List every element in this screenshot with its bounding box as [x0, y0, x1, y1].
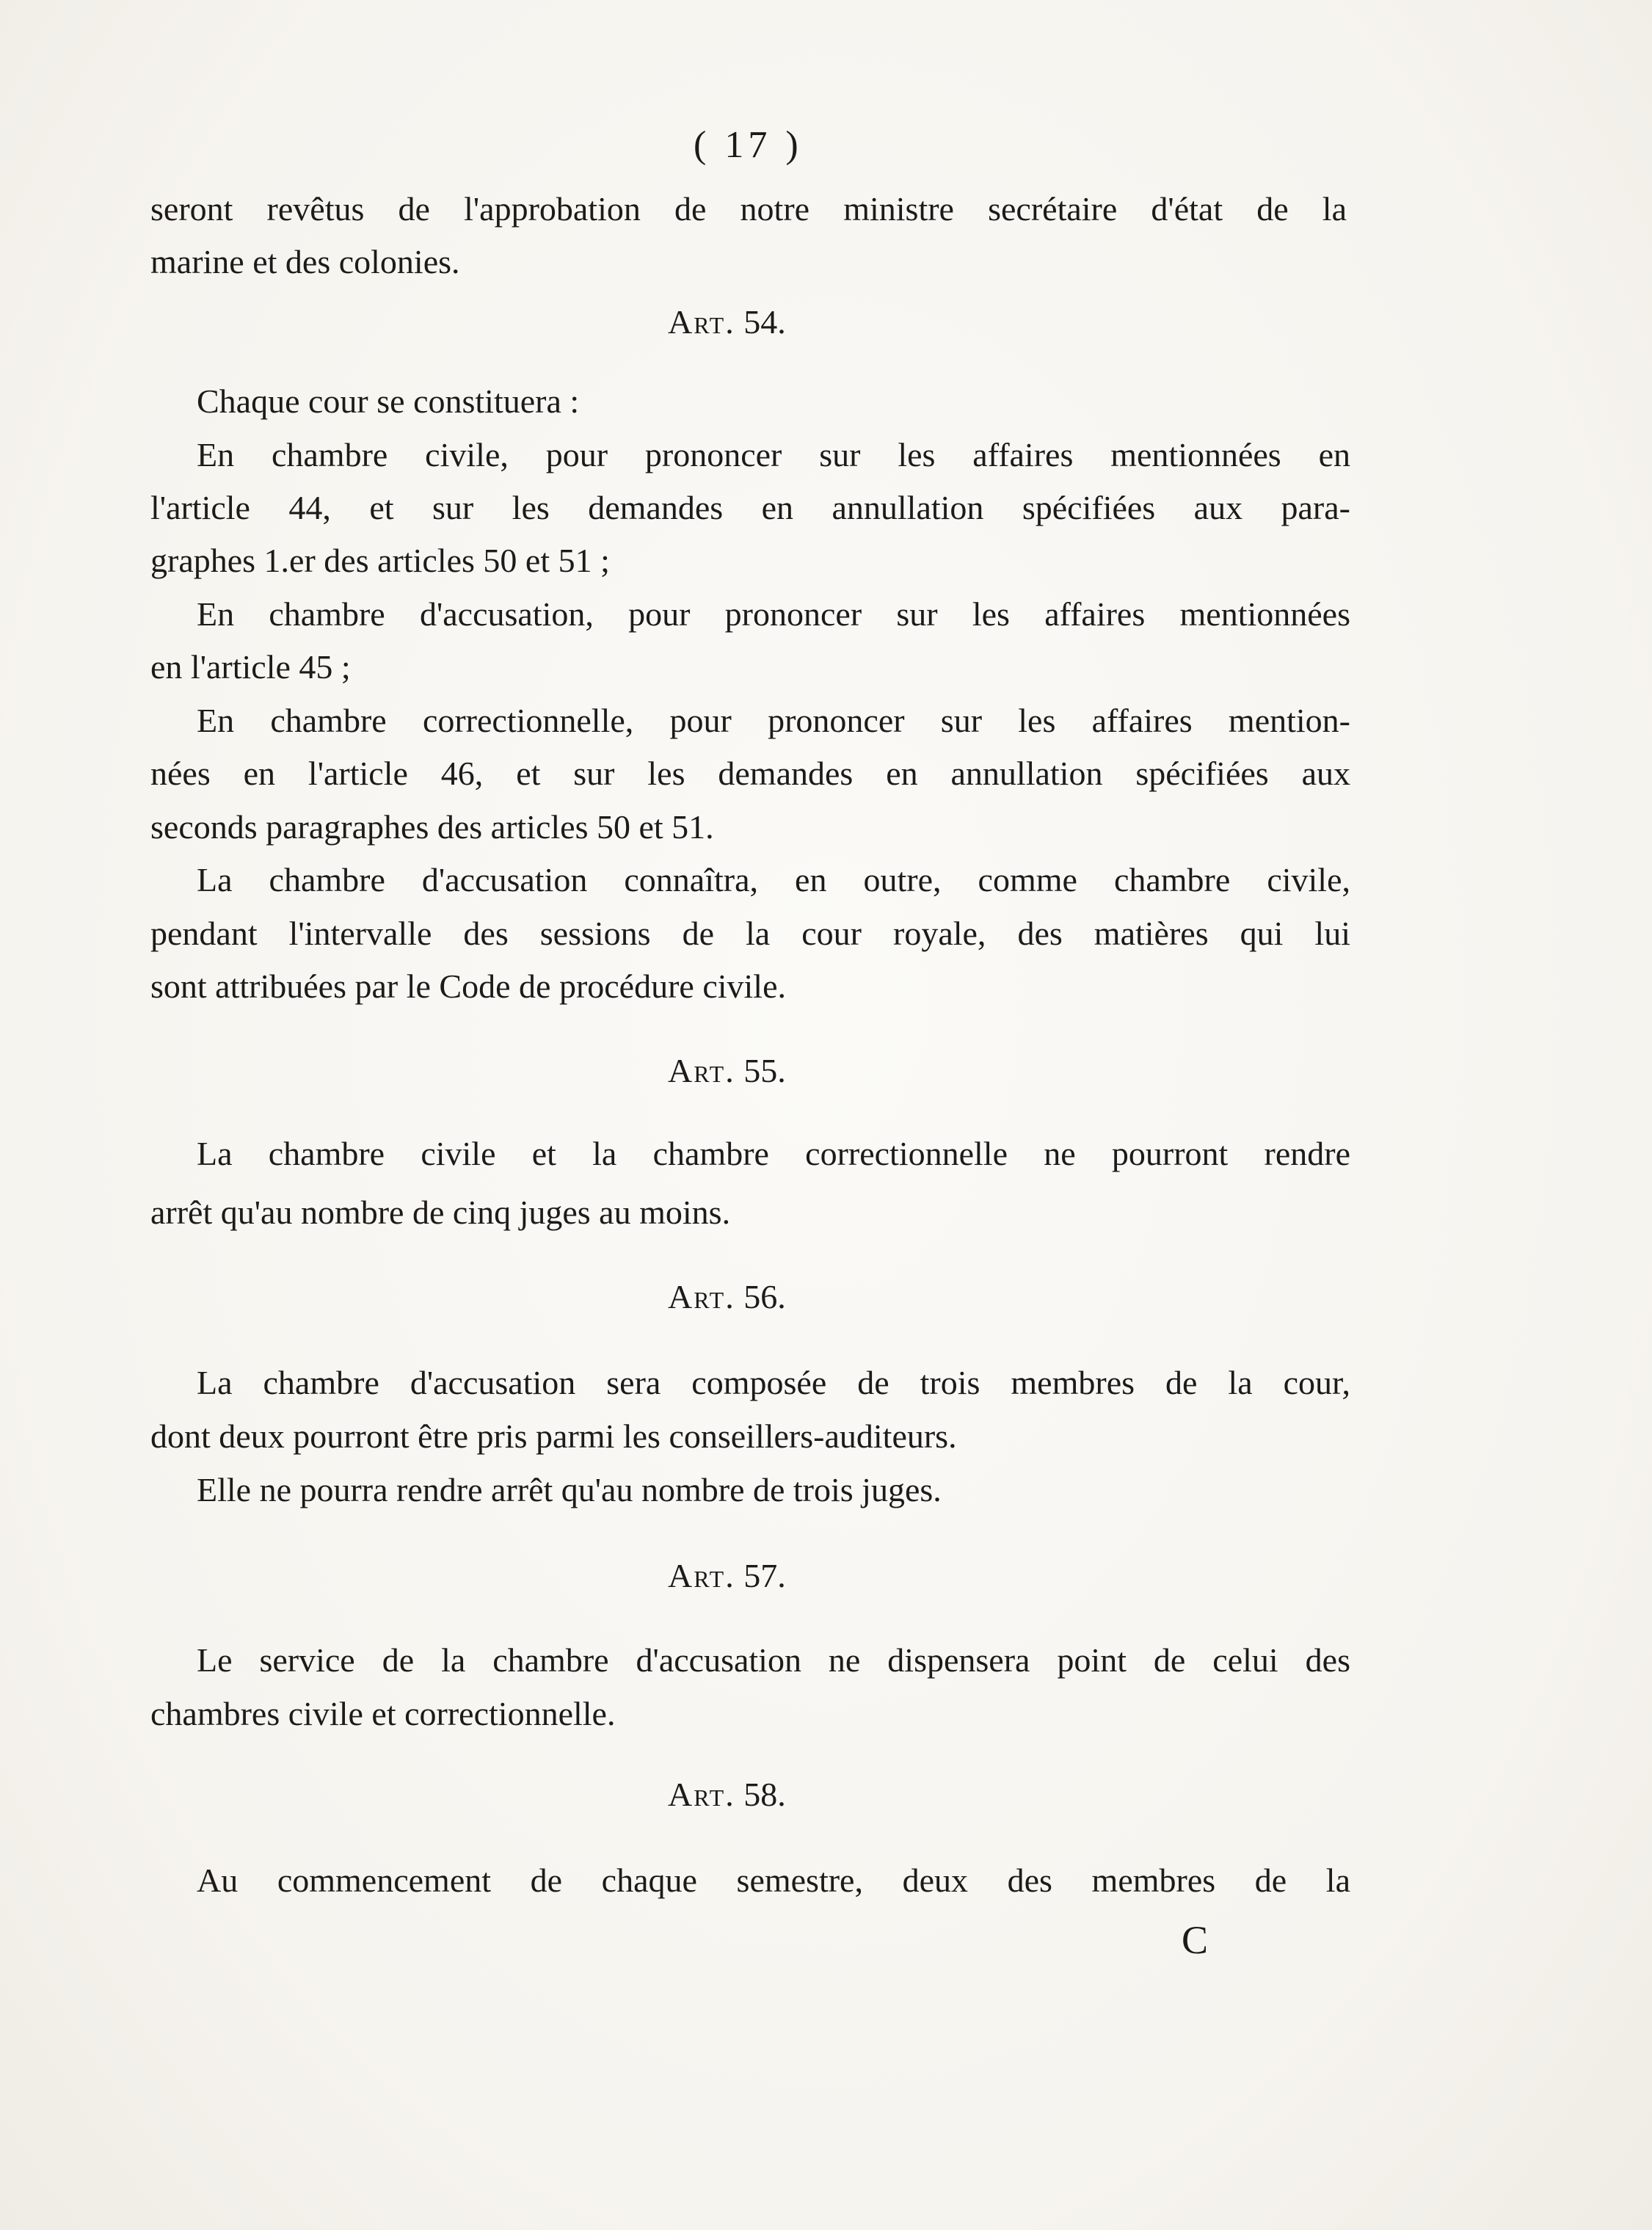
- article-heading-56: [668, 1277, 786, 1316]
- article-label: Art.: [668, 1776, 735, 1813]
- text-line: La chambre d'accusation connaîtra, en outre, comme chambre civile,: [197, 861, 1350, 898]
- text-line: Le service de la chambre d'accusation ne dispensera point de celui des: [197, 1641, 1350, 1679]
- text-line: La chambre civile et la chambre correctionnelle ne pourront rendre: [197, 1135, 1350, 1172]
- text-line: En chambre d'accusation, pour prononcer sur les affaires mentionnées: [197, 595, 1350, 633]
- text-line: en l'article 45 ;: [150, 648, 351, 686]
- text-line: sont attribuées par le Code de procédure civile.: [150, 967, 787, 1005]
- article-number: 56.: [743, 1278, 786, 1315]
- article-heading-58: [668, 1775, 786, 1814]
- text-line: En chambre civile, pour prononcer sur les affaires mentionnées en: [197, 436, 1350, 473]
- article-number: 58.: [743, 1776, 786, 1813]
- article-number: 55.: [743, 1052, 786, 1089]
- text-line: seront revêtus de l'approbation de notre ministre secrétaire d'état de la: [150, 190, 1347, 228]
- page-number: ( 17 ): [694, 124, 803, 166]
- text-line: marine et des colonies.: [150, 243, 460, 280]
- article-label: Art.: [668, 303, 735, 341]
- article-number: 54.: [743, 303, 786, 341]
- article-number: 57.: [743, 1557, 786, 1594]
- text-line: nées en l'article 46, et sur les demandes en annullation spécifiées aux: [150, 755, 1350, 792]
- article-label: Art.: [668, 1052, 735, 1089]
- text-line: Elle ne pourra rendre arrêt qu'au nombre de trois juges.: [197, 1471, 942, 1508]
- text-line: seconds paragraphes des articles 50 et 51.: [150, 808, 714, 846]
- signature-mark: C: [1182, 1918, 1209, 1962]
- text-line: Chaque cour se constituera :: [197, 382, 580, 420]
- article-label: Art.: [668, 1557, 735, 1594]
- text-line: La chambre d'accusation sera composée de trois membres de la cour,: [197, 1364, 1350, 1401]
- text-line: arrêt qu'au nombre de cinq juges au moins.: [150, 1194, 731, 1231]
- text-line: Au commencement de chaque semestre, deux des membres de la: [197, 1862, 1350, 1899]
- text-line: graphes 1.er des articles 50 et 51 ;: [150, 542, 610, 579]
- text-line: pendant l'intervalle des sessions de la cour royale, des matières qui lui: [150, 915, 1350, 952]
- article-heading-55: [668, 1051, 786, 1090]
- text-line: chambres civile et correctionnelle.: [150, 1695, 616, 1732]
- text-line: l'article 44, et sur les demandes en annullation spécifiées aux para-: [150, 489, 1350, 526]
- text-line: En chambre correctionnelle, pour prononcer sur les affaires mention-: [197, 702, 1350, 739]
- text-line: dont deux pourront être pris parmi les conseillers-auditeurs.: [150, 1417, 957, 1455]
- article-label: Art.: [668, 1278, 735, 1315]
- article-heading-57: [668, 1556, 786, 1595]
- article-heading-54: [668, 302, 786, 341]
